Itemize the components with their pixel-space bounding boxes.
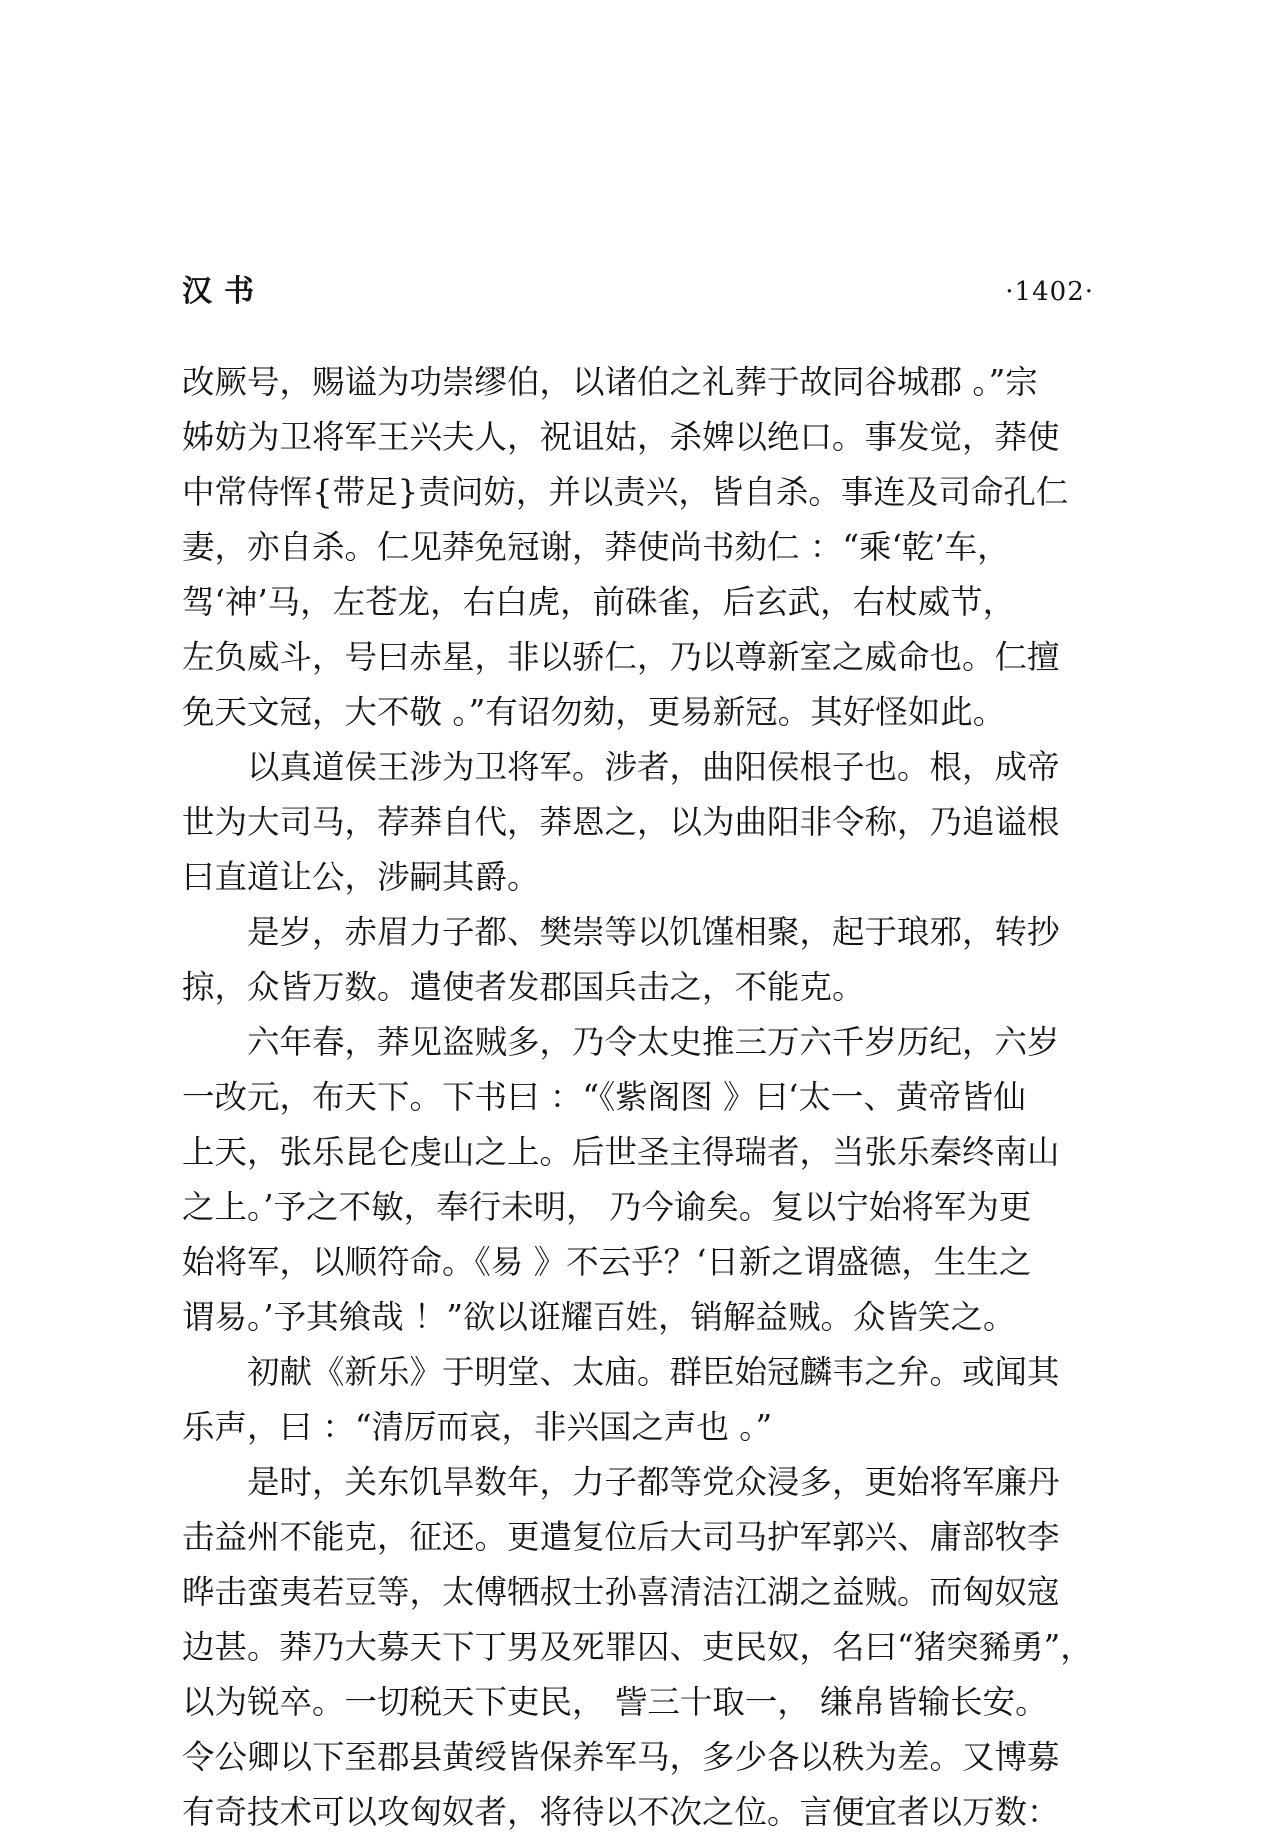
text-line: 改厥号，赐谥为功崇缪伯，以诸伯之礼葬于故同谷城郡 。”宗	[182, 363, 1038, 401]
text-line: 免天文冠，大不敬 。”有诏勿劾，更易新冠。其好怪如此。	[182, 693, 1006, 731]
paragraph-start-line: 以真道侯王涉为卫将军。涉者，曲阳侯根子也。根，成帝	[247, 748, 1060, 786]
text-line: 上天，张乐昆仑虔山之上。后世圣主得瑞者，当张乐秦终南山	[182, 1133, 1060, 1171]
text-line: 击益州不能克，征还。更遣复位后大司马护军郭兴、庸部牧李	[182, 1518, 1060, 1556]
paragraph-start-line: 初献《新乐》于明堂、太庙。群臣始冠麟韦之弁。或闻其	[247, 1353, 1060, 1391]
text-line: 晔击蛮夷若豆等，太傅牺叔士孙喜清洁江湖之益贼。而匈奴寇	[182, 1573, 1060, 1611]
text-line: 左负威斗，号曰赤星，非以骄仁，乃以尊新室之威命也。仁擅	[182, 638, 1060, 676]
text-line: 以为锐卒。一切税天下吏民， 訾三十取一， 缣帛皆输长安。	[182, 1683, 1048, 1721]
paragraph-start-line: 是时，关东饥旱数年，力子都等党众浸多，更始将军廉丹	[247, 1463, 1060, 1501]
text-line: 曰直道让公，涉嗣其爵。	[182, 858, 540, 896]
page-number: ·1402·	[1005, 277, 1094, 307]
text-line: 令公卿以下至郡县黄绶皆保养军马，多少各以秩为差。又博募	[182, 1738, 1060, 1776]
text-line: 乐声，曰 ：“清厉而哀，非兴国之声也 。”	[182, 1408, 773, 1446]
text-line: 妻，亦自杀。仁见莽免冠谢，莽使尚书劾仁 ：“乘‘乾’车，	[182, 528, 1010, 566]
body-text	[182, 355, 1093, 1840]
paragraph-start-line: 六年春，莽见盗贼多，乃令太史推三万六千岁历纪，六岁	[247, 1023, 1060, 1061]
text-line: 世为大司马，荐莽自代，莽恩之，以为曲阳非令称，乃追谥根	[182, 803, 1060, 841]
text-line: 之上。’予之不敏，奉行未明， 乃今谕矣。复以宁始将军为更	[182, 1188, 1032, 1226]
text-line: 谓易。’予其飨哉 ！”欲以诳耀百姓，销解益贼。众皆笑之。	[182, 1298, 1016, 1336]
text-line: 掠，众皆万数。遣使者发郡国兵击之，不能克。	[182, 968, 865, 1006]
text-line: 姊妨为卫将军王兴夫人，祝诅姑，杀婢以绝口。事发觉，莽使	[182, 418, 1060, 456]
text-line: 中常侍恽{带足}责问妨，并以责兴，皆自杀。事连及司命孔仁	[182, 473, 1069, 511]
paragraph-start-line: 是岁，赤眉力子都、樊崇等以饥馑相聚，起于琅邪，转抄	[247, 913, 1060, 951]
text-line: 有奇技术可以攻匈奴者，将待以不次之位。言便宜者以万数：	[182, 1793, 1060, 1831]
text-line: 一改元，布天下。下书曰 ：“《紫阁图 》曰‘太一、黄帝皆仙	[182, 1078, 1026, 1116]
text-line: 始将军，以顺符命。《易 》不云乎？‘日新之谓盛德，生生之	[182, 1243, 1032, 1281]
text-line: 边甚。莽乃大募天下丁男及死罪囚、吏民奴，名曰“猪突豨勇”，	[182, 1628, 1093, 1666]
text-line: 驾‘神’马，左苍龙，右白虎，前硃雀，后玄武，右杖威节，	[182, 583, 1016, 621]
book-title: 汉书	[182, 274, 266, 309]
running-head	[182, 268, 1094, 318]
